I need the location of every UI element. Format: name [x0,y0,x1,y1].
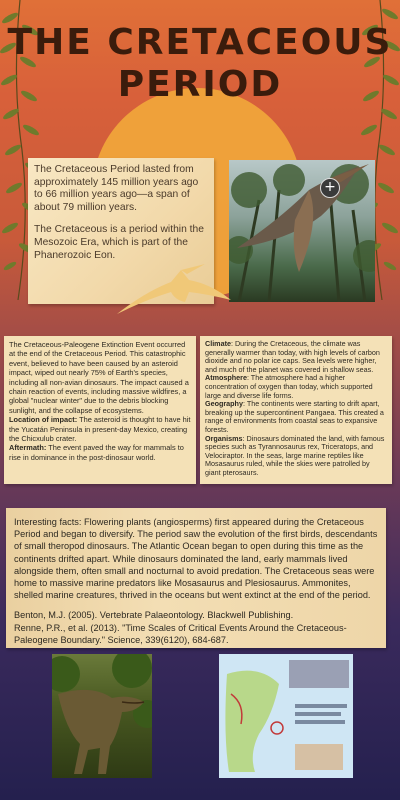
geography-text: : The continents were starting to drift apart, breaking up the supercontinent Pangaea. This created a range of environments from coastal seas to expansive forests. [205,399,384,434]
pterosaur-scene-icon [229,160,375,302]
atmosphere-paragraph [205,374,387,400]
geography-paragraph [205,400,387,434]
facts-card [6,508,386,648]
organisms-label: Organisms [205,433,243,443]
climate-label: Climate [205,339,231,348]
location-label: Location of impact: [9,415,78,425]
location-text: The asteroid is thought to have hit the Yucatán Peninsula in present-day Mexico, creating the Chicxulub crater. [9,415,191,444]
organisms-paragraph [205,435,387,478]
title-line-1: THE CRETACEOUS [7,22,393,63]
paleomap-scene-icon [219,654,353,778]
environment-card [200,336,392,484]
facts-paragraph: Interesting facts: Flowering plants (angiosperms) first appeared during the Cretaceous Period and began to diversify. The period saw the evolution of the first birds, descendants of small theropod dinosaurs. The Atlantic Ocean began to open during this time as the continents drifted apart. While dinosaurs dominated the land, early mammals lived alongside them, often small and nocturnal to avoid predation. The Cretaceous seas were home to massive marine predators like Mosasaurus and Plesiosaurus. Ammonites, shelled marine creatures, thrived in the oceans but went extinct at the end of the period. [14,517,378,601]
pterosaur-photo [229,160,375,302]
aftermath-paragraph [9,443,191,462]
atmosphere-label: Atmosphere [205,373,247,383]
pterosaur-silhouette-icon [115,262,233,318]
extinction-card [4,336,196,484]
reference-1: Benton, M.J. (2005). Vertebrate Palaeontology. Blackwell Publishing. [14,610,294,621]
location-paragraph [9,415,191,443]
plus-icon[interactable]: + [320,178,340,198]
intro-paragraph-2: The Cretaceous is a period within the Mesozoic Era, which is part of the Phanerozoic Eon. [34,224,204,261]
organisms-text: : Dinosaurs dominated the land, with famous species such as Tyrannosaurus rex, Triceratops, and Velociraptor. In the seas, large marine reptiles like Mosasaurus ruled, while the skies were patrolled by giant pterosaurs. [205,433,385,477]
climate-text: : During the Cretaceous, the climate was generally warmer than today, with high levels of carbon dioxide and no polar ice caps. Sea levels were higher, and much of the planet was covered in shallow seas. [205,339,380,374]
page-title [0,22,400,106]
title-line-2: PERIOD [117,64,283,105]
geography-label: Geography [205,399,243,409]
intro-paragraph-1: The Cretaceous Period lasted from approximately 145 million years ago to 66 million years ago—a span of about 79 million years. [34,164,199,213]
climate-paragraph [205,340,387,374]
paleomap-photo [219,654,353,778]
trex-photo [52,654,152,778]
reference-2: Renne, P.R., et al. (2013). "Time Scales of Critical Events Around the Cretaceous-Paleogene Boundary." Science, 339(6120), 684-687. [14,622,347,645]
aftermath-label: Aftermath: [9,443,47,453]
trex-scene-icon [52,654,152,778]
atmosphere-text: : The atmosphere had a higher concentration of oxygen than today, which supported large and diverse life forms. [205,373,373,400]
aftermath-text: The event paved the way for mammals to rise in dominance in the post-dinosaur world. [9,443,184,462]
extinction-paragraph: The Cretaceous-Paleogene Extinction Event occurred at the end of the Cretaceous Period. This catastrophic event, believed to have been caused by an asteroid impact, wiped out nearly 75% of Earth's species, including all non-avian dinosaurs. The impact caused a chain reaction of events, including massive wildfires, a global "nuclear winter" due to the debris blocking sunlight, and the collapse of ecosystems. [9,340,189,415]
